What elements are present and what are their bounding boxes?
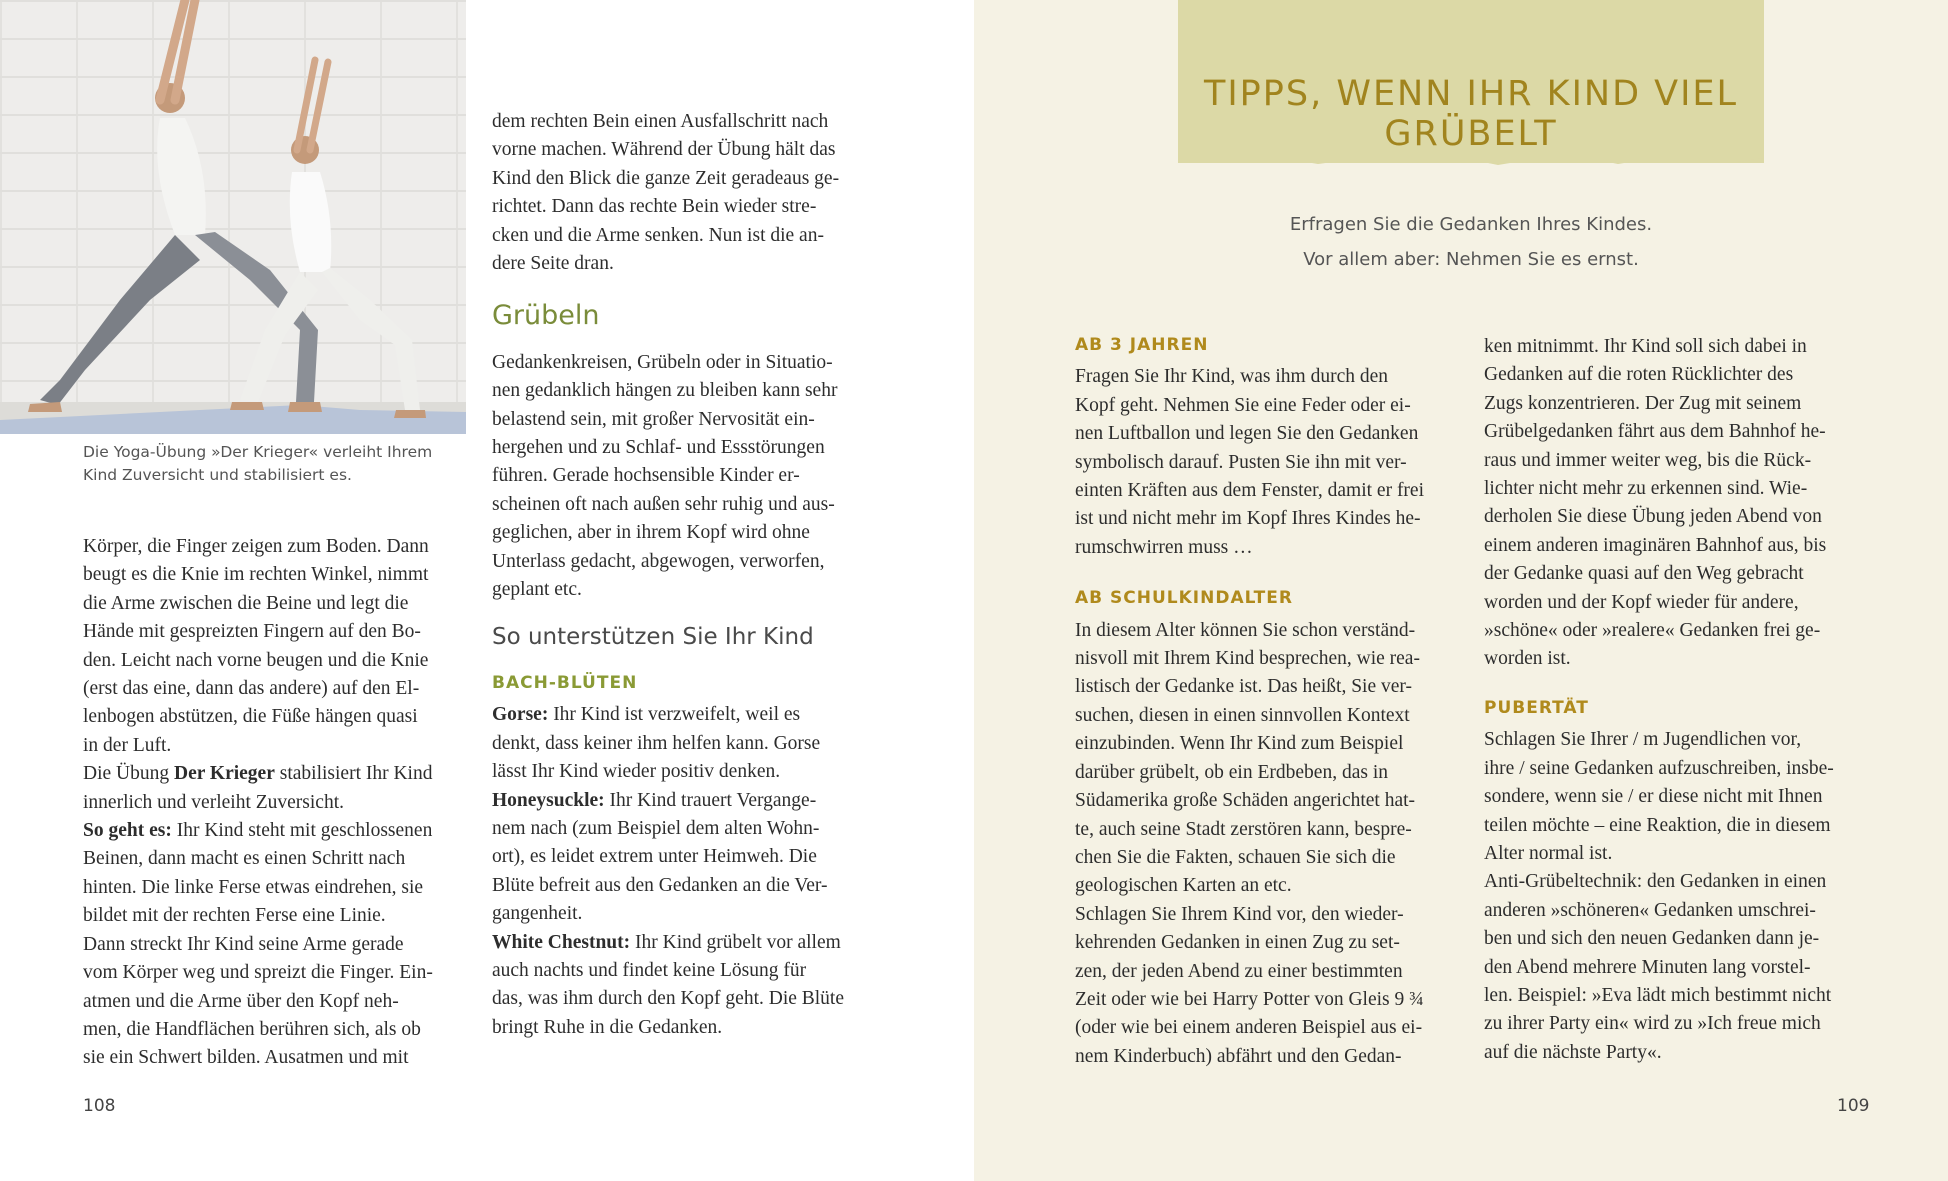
text-line: das, was ihm durch den Kopf geht. Die Blüte [492, 988, 845, 1010]
text-line [83, 817, 468, 845]
text-line: kehrenden Gedanken in einen Zug zu set- [1075, 932, 1400, 954]
text-line: in der Luft. [83, 734, 172, 756]
text-line: »schöne« oder »realere« Gedanken frei ge- [1484, 620, 1821, 642]
text-line: lässt Ihr Kind wieder positiv denken. [492, 761, 781, 783]
text-line: den Abend mehrere Minuten lang vorstel- [1484, 956, 1811, 978]
text-line: len. Beispiel: »Eva lädt mich bestimmt nicht [1484, 984, 1832, 1006]
text-line: belastend sein, mit großer Nervosität ein- [492, 408, 815, 430]
text-line: den. Leicht nach vorne beugen und die Knie [83, 649, 429, 671]
text-line: Grübelgedanken fährt aus dem Bahnhof he- [1484, 421, 1826, 443]
text-line: hinten. Die linke Ferse etwas eindrehen, sie [83, 876, 424, 898]
text-line: (erst das eine, dann das andere) auf den El- [83, 678, 420, 700]
page-number-right: 109 [1837, 1096, 1870, 1116]
text-line: führen. Gerade hochsensible Kinder er- [492, 465, 800, 487]
text-line: gangenheit. [492, 903, 583, 925]
text-line: worden ist. [1484, 648, 1571, 670]
text-line: nen gedanklich hängen zu bleiben kann sehr [492, 380, 838, 402]
text-line: auf die nächste Party«. [1484, 1041, 1662, 1063]
right-column-2 [1484, 333, 1884, 1067]
white-chestnut-label: White Chestnut: [492, 931, 631, 953]
text-line: einem anderen imaginären Bahnhof aus, bis [1484, 534, 1827, 556]
text-line: ken mitnimmt. Ihr Kind soll sich dabei in [1484, 336, 1807, 357]
text-line: vorne machen. Während der Übung hält das [492, 139, 836, 161]
text-line: Unterlass gedacht, abgewogen, verworfen, [492, 550, 825, 572]
right-column-1 [1075, 331, 1470, 1071]
text-line: vom Körper weg und spreizt die Finger. Ein- [83, 962, 433, 984]
text-line: ort), es leidet extrem unter Heimweh. Die [492, 846, 817, 868]
text-line: hergehen und zu Schlaf- und Essstörungen [492, 437, 825, 459]
text-line: te, auch seine Stadt zerstören kann, bespre- [1075, 818, 1412, 840]
text-line: denkt, dass keiner ihm helfen kann. Gorse [492, 732, 821, 754]
text-line: suchen, diesen in einen sinnvollen Kontext [1075, 704, 1410, 726]
text-line: zen, der jeden Abend zu einer bestimmten [1075, 960, 1403, 982]
section-heading-grubeln: Grübeln [492, 300, 600, 332]
text-line: einzubinden. Wenn Ihr Kind zum Beispiel [1075, 733, 1404, 755]
lead-line-1: Erfragen Sie die Gedanken Ihres Kindes. [1289, 214, 1653, 235]
text-line: Dann streckt Ihr Kind seine Arme gerade [83, 933, 404, 955]
text-line: nem Kinderbuch) abfährt und den Gedan- [1075, 1045, 1402, 1067]
text-line: Kind den Blick die ganze Zeit geradeaus ge- [492, 167, 840, 189]
text-line: Schlagen Sie Ihrer / m Jugendlichen vor, [1484, 729, 1802, 751]
label-puberty: PUBERTÄT [1484, 697, 1589, 718]
text-line: beugt es die Knie im rechten Winkel, nimmt [83, 564, 429, 586]
text-span: Ihr Kind ist verzweifelt, weil es [548, 704, 801, 726]
yoga-photo [0, 0, 466, 434]
text-line: sie ein Schwert bilden. Ausatmen und mit [83, 1047, 409, 1069]
text-line: geologischen Karten an etc. [1075, 875, 1292, 897]
text-line: geglichen, aber in ihrem Kopf wird ohne [492, 522, 810, 544]
label-age-3: AB 3 JAHREN [1075, 335, 1209, 355]
text-line: In diesem Alter können Sie schon verständ- [1075, 619, 1416, 641]
subheading-support: So unterstützen Sie Ihr Kind [492, 623, 814, 650]
text-line: darüber grübelt, ob ein Erdbeben, das in [1075, 761, 1388, 783]
text-line: Alter normal ist. [1484, 842, 1613, 864]
text-line: ist und nicht mehr im Kopf Ihres Kindes he- [1075, 508, 1421, 530]
text-line: Beinen, dann macht es einen Schritt nach [83, 848, 406, 870]
text-line: lenbogen abstützen, die Füße hängen quasi [83, 706, 418, 728]
honeysuckle-label: Honeysuckle: [492, 789, 605, 811]
banner-title: TIPPS, WENN IHR KIND VIEL GRÜBELT [1203, 74, 1739, 154]
text-line: Gedanken auf die roten Rücklichter des [1484, 364, 1794, 386]
caption-line: Die Yoga-Übung »Der Krieger« verleiht Ihrem [83, 443, 433, 461]
text-line: lichter nicht mehr zu erkennen sind. Wie- [1484, 478, 1808, 500]
label-bach-blueten: BACH-BLÜTEN [492, 672, 638, 693]
text-line: bildet mit der rechten Ferse eine Linie. [83, 905, 386, 927]
text-span: Die Übung [83, 763, 174, 785]
text-line: men, die Handflächen berühren sich, als ob [83, 1018, 421, 1040]
text-span: Ihr Kind trauert Vergange- [604, 789, 817, 811]
text-line: ihre / seine Gedanken aufzuschreiben, insbe- [1484, 757, 1834, 779]
text-line: bringt Ruhe in die Gedanken. [492, 1016, 723, 1038]
text-line: Südamerika große Schäden angerichtet hat- [1075, 790, 1416, 812]
text-line: Hände mit gespreizten Fingern auf den Bo- [83, 621, 421, 643]
text-line: sondere, wenn sie / er diese nicht mit Ihnen [1484, 786, 1823, 808]
text-line: Fragen Sie Ihr Kind, was ihm durch den [1075, 366, 1389, 388]
yoga-figures-illustration [0, 0, 466, 434]
text-line: Zugs konzentrieren. Der Zug mit seinem [1484, 392, 1802, 414]
left-column-2 [492, 108, 882, 1042]
text-line: symbolisch darauf. Pusten Sie ihn mit ver- [1075, 451, 1407, 473]
text-line: raus und immer weiter weg, bis die Rück- [1484, 449, 1812, 471]
text-line: teilen möchte – eine Reaktion, die in diesem [1484, 814, 1831, 836]
caption-line: Kind Zuversicht und stabilisiert es. [83, 466, 352, 484]
text-line: dem rechten Bein einen Ausfallschritt nach [492, 111, 829, 132]
text-line: der Gedanke quasi auf den Weg gebracht [1484, 563, 1804, 585]
text-line: geplant etc. [492, 579, 582, 601]
howto-label: So geht es: [83, 820, 172, 842]
left-column-1 [83, 533, 468, 1073]
text-line: richtet. Dann das rechte Bein wieder stre- [492, 196, 817, 218]
text-line: chen Sie die Fakten, schauen Sie sich die [1075, 846, 1396, 868]
text-line: listisch der Gedanke ist. Das heißt, Sie ver- [1075, 676, 1412, 698]
text-line: Zeit oder wie bei Harry Potter von Gleis 9 ¾ [1075, 988, 1424, 1010]
text-span: Ihr Kind grübelt vor allem [630, 931, 841, 953]
text-line: Anti-Grübeltechnik: den Gedanken in einen [1484, 871, 1827, 893]
text-line: auch nachts und findet keine Lösung für [492, 959, 807, 981]
text-line: Gedankenkreisen, Grübeln oder in Situatio- [492, 351, 833, 373]
text-line: nem nach (zum Beispiel dem alten Wohn- [492, 817, 820, 839]
label-school-age: AB SCHULKINDALTER [1075, 588, 1293, 609]
text-line: Blüte befreit aus den Gedanken an die Ver- [492, 874, 828, 896]
text-line: einten Kräften aus dem Fenster, damit er frei [1075, 480, 1425, 502]
text-line: rumschwirren muss … [1075, 536, 1253, 558]
text-line: nisvoll mit Ihrem Kind besprechen, wie rea- [1075, 648, 1420, 670]
text-line: Körper, die Finger zeigen zum Boden. Dann [83, 536, 429, 557]
exercise-name: Der Krieger [174, 763, 275, 785]
text-line: Kopf geht. Nehmen Sie eine Feder oder ei- [1075, 394, 1411, 416]
lead-line-2: Vor allem aber: Nehmen Sie es ernst. [1303, 249, 1639, 270]
text-line: atmen und die Arme über den Kopf neh- [83, 990, 399, 1012]
text-line: cken und die Arme senken. Nun ist die an- [492, 224, 824, 246]
text-line: worden und der Kopf wieder für andere, [1484, 591, 1799, 613]
text-line: anderen »schöneren« Gedanken umschrei- [1484, 899, 1816, 921]
text-line: nen Luftballon und legen Sie den Gedanken [1075, 423, 1419, 445]
text-line: derholen Sie diese Übung jeden Abend von [1484, 506, 1822, 528]
text-line [83, 760, 468, 788]
text-line: ben und sich den neuen Gedanken dann je- [1484, 928, 1820, 950]
text-line: zu ihrer Party ein« wird zu »Ich freue mich [1484, 1013, 1821, 1035]
text-line: Schlagen Sie Ihrem Kind vor, den wieder- [1075, 903, 1404, 925]
text-line [492, 787, 882, 815]
text-span: stabilisiert Ihr Kind [274, 763, 433, 785]
gorse-label: Gorse: [492, 704, 549, 726]
photo-caption [83, 441, 463, 487]
text-line: innerlich und verleiht Zuversicht. [83, 791, 345, 813]
text-span: Ihr Kind steht mit geschlossenen [171, 820, 433, 842]
text-line: (oder wie bei einem anderen Beispiel aus ei- [1075, 1017, 1423, 1039]
text-line [492, 929, 882, 957]
text-line [492, 701, 882, 729]
text-line: dere Seite dran. [492, 253, 614, 275]
text-line: die Arme zwischen die Beine und legt die [83, 592, 409, 614]
text-line: scheinen oft nach außen sehr ruhig und aus- [492, 493, 835, 515]
page-number-left: 108 [83, 1096, 116, 1116]
